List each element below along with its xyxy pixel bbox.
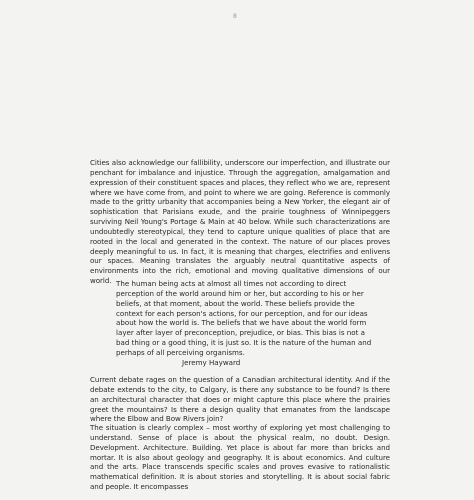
body-paragraph-1: Cities also acknowledge our fallibility, underscore our imperfection, and illustrate our penchant for imbalance and injustice. Through the aggregation, amalgamation and expression of their constituent spaces and places, they reflect who we are, represent where we have come from, and point to where we are going. Reference is commonly made to the gritty urbanity that accompanies being a New Yorker, the elegant air of sophistication that Parisians exude, and the prairie toughness of Winnipeggers surviving Neil Young's Portage & Main at 40 below. While such characterizations are undoubtedly stereotypical, they tend to capture unique qualities of place that are rooted in the local and generated in the context. The nature of our places proves deeply meaningful to us. In fact, it is meaning that charges, electrifies and enlivens our spaces. Meaning translates the arguably neutral quantitative aspects of environments into the rich, emotional and moving qualitative dimensions of our world.: [90, 158, 390, 286]
body-paragraph-3: The situation is clearly complex – most worthy of exploring yet most challenging to understand. Sense of place is about the physical realm, no doubt. Design. Development. Architecture. Building. Yet place is about far more than bricks and mortar. It is also about geology and geography. It is about economics. And culture and the arts. Place transcends specific scales and proves evasive to rationalistic mathematical definition. It is about stories and storytelling. It is about social fabric and people. It encompasses: [90, 423, 390, 492]
page-number: 8: [233, 13, 237, 20]
block-quote: [116, 279, 380, 368]
quote-attribution: Jeremy Hayward: [182, 357, 241, 367]
body-paragraph-2: Current debate rages on the question of a Canadian architectural identity. And if the debate extends to the city, to Calgary, is there any substance to be found? Is there an architectural character that does or might capture this place where the prairies greet the mountains? Is there a design quality that emanates from the landscape where the Elbow and Bow Rivers join?: [90, 375, 390, 424]
quote-text: The human being acts at almost all times not according to direct perception of the world around him or her, but according to his or her beliefs, at that moment, about the world. These beliefs provide the context for each person's actions, for our perception, and for our ideas about how the world is. The beliefs that we have about the world form layer after layer of preconception, prejudice, or bias. This bias is not a bad thing or a good thing, it is just so. It is the nature of the human and perhaps of all perceiving organisms.: [116, 279, 372, 357]
